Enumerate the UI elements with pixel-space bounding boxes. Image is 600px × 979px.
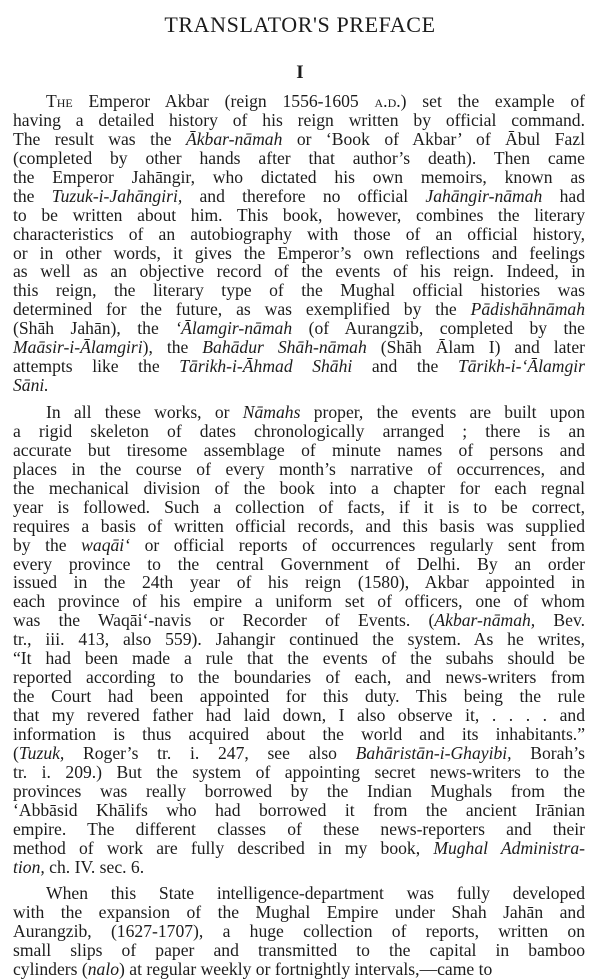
text-line xyxy=(13,536,585,555)
text-run: the xyxy=(13,185,52,206)
paragraph xyxy=(13,884,585,979)
text-run: ‘Abbāsid Khālifs who had borrowed it from the ancient Irānian xyxy=(13,799,585,820)
text-run: Borah’s xyxy=(511,742,585,763)
text-line xyxy=(13,744,585,763)
text-line xyxy=(13,460,585,479)
text-line xyxy=(13,668,585,687)
text-run: In all these works, or xyxy=(46,402,243,422)
text-run: a rigid skeleton of dates chronologically arranged ; there is an xyxy=(13,420,585,441)
text-line xyxy=(13,611,585,630)
text-line xyxy=(13,858,585,877)
text-run: this reign, the literary type of the Mughal official histories was xyxy=(13,280,585,301)
text-run: (completed by other hands after that author’s death). Then came xyxy=(13,147,585,168)
text-line xyxy=(13,687,585,706)
italic-text: Jahāngir-nāmah xyxy=(425,185,543,206)
text-run: or official reports of occurrences regularly sent from xyxy=(130,534,585,555)
text-run: with the expansion of the Mughal Empire under Shah Jahān and xyxy=(13,902,585,923)
preface-body xyxy=(13,92,585,979)
text-line xyxy=(13,244,585,263)
text-line xyxy=(13,960,585,979)
text-line xyxy=(13,338,585,357)
text-line xyxy=(13,376,585,395)
italic-text: ‘Ālamgir-nāmah xyxy=(175,318,293,339)
text-run: ( xyxy=(13,742,19,763)
text-run: or in other words, it gives the Emperor’s own reflections and feelings xyxy=(13,242,585,263)
text-run: empire. The different classes of these news-reporters and their xyxy=(13,818,585,839)
text-run: small slips of paper and transmitted to the capital in bamboo xyxy=(13,940,585,961)
text-run: The xyxy=(46,91,73,111)
text-run: the Court had been appointed for this duty. This being the rule xyxy=(13,686,585,707)
italic-text: nalo xyxy=(87,959,120,979)
text-run: (of Aurangzib, completed by the xyxy=(292,318,585,339)
text-line xyxy=(13,820,585,839)
text-line xyxy=(13,649,585,668)
paragraph xyxy=(13,403,585,876)
text-run: Emperor Akbar (reign 1556-1605 xyxy=(72,91,375,111)
italic-text: Bahādur Shāh-nāmah xyxy=(202,337,367,358)
text-run: each province of his empire a uniform set of officers, one of whom xyxy=(13,591,585,612)
text-run: or ‘Book of Akbar’ of Ābul Fazl xyxy=(282,128,586,149)
text-line xyxy=(13,262,585,281)
text-run: Aurangzib, (1627-1707), a huge collection of reports, written on xyxy=(13,921,585,942)
text-run: cylinders ( xyxy=(13,959,88,979)
text-run: ch. IV. sec. 6. xyxy=(44,856,145,877)
text-run: provinces was really borrowed by the Indian Mughals from the xyxy=(13,780,585,801)
text-line xyxy=(13,884,585,903)
italic-text: Maāsir-i-Ālamgiri xyxy=(13,337,143,358)
text-line xyxy=(13,111,585,130)
text-run: having a detailed history of his reign written by official command. xyxy=(13,109,585,130)
text-run: and the xyxy=(352,356,458,377)
italic-text: Tārikh-i-‘Ālamgir xyxy=(457,356,585,377)
text-run: the Emperor Jahāngir, who dictated his own memoirs, known as xyxy=(13,166,585,187)
italic-text: Tuzuk-i-Jahāngiri, xyxy=(51,185,183,206)
text-run: every province to the central Government of Delhi. By an order xyxy=(13,553,585,574)
text-line xyxy=(13,592,585,611)
text-line xyxy=(13,319,585,338)
italic-text: tion, xyxy=(13,856,45,877)
text-run: “It had been made a rule that the events of the subahs should be xyxy=(13,648,585,669)
italic-text: Tuzuk, xyxy=(18,742,65,763)
text-line xyxy=(13,168,585,187)
text-line xyxy=(13,763,585,782)
text-run: proper, the events are built upon xyxy=(300,402,585,422)
italic-text: Pādishāhnāmah xyxy=(470,299,585,320)
text-line xyxy=(13,403,585,422)
text-run: tr., iii. 413, also 559). Jahangir continued the system. As he writes, xyxy=(13,629,585,650)
text-run: reported according to the boundaries of each, and news-writers from xyxy=(13,667,585,688)
text-run: accurate but tiresome assemblage of minute names of persons and xyxy=(13,439,585,460)
text-line xyxy=(13,573,585,592)
text-line xyxy=(13,92,585,111)
italic-text: Sāni. xyxy=(13,375,49,396)
text-line xyxy=(13,149,585,168)
text-run: When this State intelligence-department was fully developed xyxy=(46,883,585,904)
text-run: year is followed. Such a collection of facts, if it is to be correct, xyxy=(13,496,585,517)
text-run: a.d. xyxy=(374,91,401,111)
text-line xyxy=(13,300,585,319)
text-line xyxy=(13,782,585,801)
text-line xyxy=(13,187,585,206)
text-line xyxy=(13,555,585,574)
paragraph xyxy=(13,92,585,395)
text-run: method of work are fully described in my book, xyxy=(13,837,434,858)
text-run: tr. i. 209.) But the system of appointing secret news-writers to the xyxy=(13,761,585,782)
italic-text: Akbar-nāmah, xyxy=(434,610,536,631)
text-line xyxy=(13,225,585,244)
text-run: was the Waqāi‘-navis or Recorder of Events. ( xyxy=(13,610,435,631)
text-run: information is thus acquired about the world and its inhabitants.” xyxy=(13,723,585,744)
text-run: as well as an objective record of the events of his reign. Indeed, in xyxy=(13,261,585,282)
text-run: (Shāh Ālam I) and later xyxy=(366,337,585,358)
text-line xyxy=(13,498,585,517)
italic-text: Nāmahs xyxy=(242,402,301,422)
text-line xyxy=(13,479,585,498)
text-line xyxy=(13,130,585,149)
text-line xyxy=(13,517,585,536)
text-run: ) set the example of xyxy=(400,91,585,111)
text-run: The result was the xyxy=(13,128,186,149)
text-line xyxy=(13,281,585,300)
text-run: requires a basis of written official records, and this basis was supplied xyxy=(13,515,585,536)
italic-text: Bahāristān-i-Ghayibi, xyxy=(355,742,512,763)
text-run: and therefore no official xyxy=(182,185,426,206)
text-run: places in the course of every month’s narrative of occurrences, and xyxy=(13,458,585,479)
text-line xyxy=(13,441,585,460)
text-line xyxy=(13,941,585,960)
text-line xyxy=(13,630,585,649)
text-run: the mechanical division of the book into a chapter for each regnal xyxy=(13,477,585,498)
text-run: Bev. xyxy=(535,610,586,631)
text-run: ) at regular weekly or fortnightly intervals,—came to xyxy=(119,959,493,979)
text-run: ), the xyxy=(142,337,203,358)
text-run: (Shāh Jahān), the xyxy=(13,318,176,339)
text-run: determined for the future, as was exemplified by the xyxy=(13,299,471,320)
text-line xyxy=(13,801,585,820)
text-run: that my revered father had laid down, I also observe it, . . . . and xyxy=(13,705,585,725)
italic-text: waqāi‘ xyxy=(81,534,131,555)
text-run: to be written about him. This book, however, combines the literary xyxy=(13,204,585,225)
page-title: TRANSLATOR'S PREFACE xyxy=(164,12,436,37)
text-line xyxy=(13,206,585,225)
text-run: issued in the 24th year of his reign (1580), Akbar appointed in xyxy=(13,572,585,593)
text-run: characteristics of an autobiography with those of an official history, xyxy=(13,223,585,244)
text-run: attempts like the xyxy=(13,356,180,377)
text-run: had xyxy=(542,185,585,206)
italic-text: Ākbar-nāmah xyxy=(186,128,283,149)
section-number: I xyxy=(296,62,304,83)
text-run: Roger’s tr. i. 247, see also xyxy=(64,742,356,763)
italic-text: Tārikh-i-Āhmad Shāhi xyxy=(179,356,353,377)
text-run: by the xyxy=(13,534,82,555)
text-line xyxy=(13,706,585,725)
text-line xyxy=(13,922,585,941)
italic-text: Mughal Administra- xyxy=(433,837,585,858)
text-line xyxy=(13,725,585,744)
text-line xyxy=(13,422,585,441)
text-line xyxy=(13,839,585,858)
text-line xyxy=(13,357,585,376)
text-line xyxy=(13,903,585,922)
